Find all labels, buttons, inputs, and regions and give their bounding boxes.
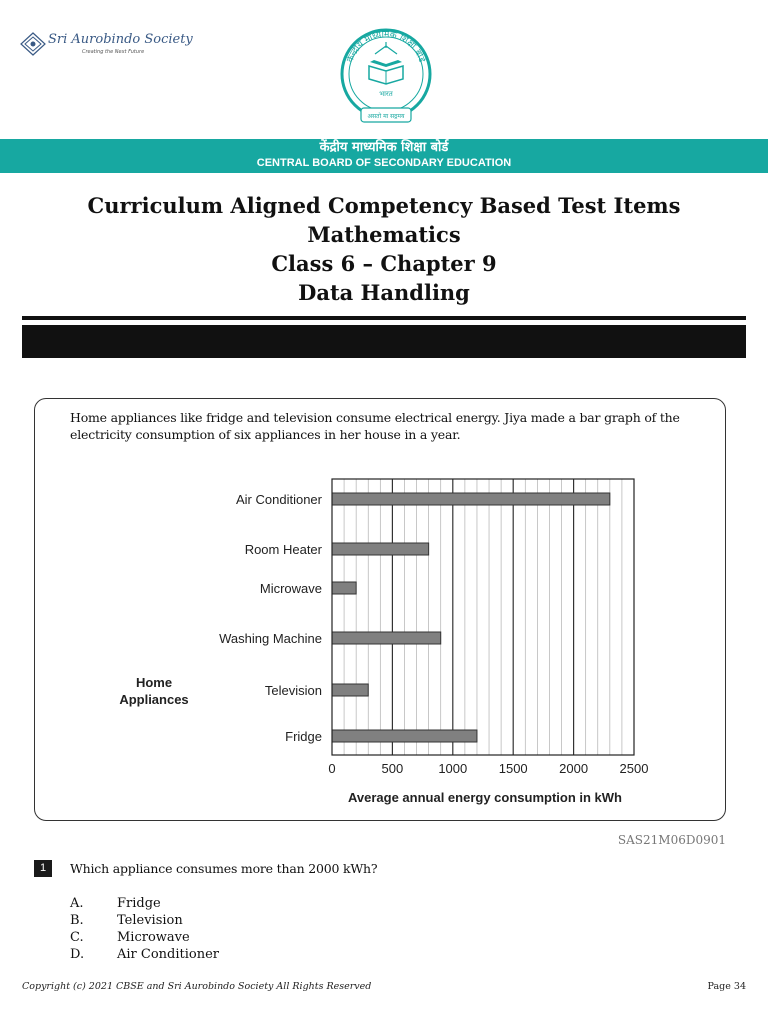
divider-thin [22, 316, 746, 320]
question-id: SAS21M06D0901 [617, 833, 726, 847]
answer-options [70, 895, 219, 963]
option-letter: D. [70, 947, 85, 962]
chapter-name-title: Data Handling [298, 280, 470, 305]
sas-logo-text: Sri Aurobindo Society [48, 32, 193, 47]
x-axis-label: Average annual energy consumption in kWh [347, 790, 623, 805]
x-tick-labels [328, 761, 648, 776]
bar-air-conditioner [332, 493, 610, 505]
seal-text-mid: भारत [379, 90, 393, 98]
option-text: Air Conditioner [117, 947, 220, 962]
document-title-block [0, 191, 768, 307]
category-label: Microwave [259, 581, 322, 596]
copyright-footer: Copyright (c) 2021 CBSE and Sri Aurobindo Society All Rights Reserved [22, 981, 372, 992]
chart-grid [344, 479, 622, 755]
plot-frame [332, 479, 634, 755]
question-stem: Home appliances like fridge and television consume electrical energy. Jiya made a bar graph of the electricity consumption of six appliances in her house in a year. [70, 410, 680, 442]
question-number-badge: 1 [34, 860, 52, 877]
question-stimulus-box [34, 398, 726, 821]
board-name-hindi: केंद्रीय माध्यमिक शिक्षा बोर्ड [319, 140, 449, 155]
option-text: Microwave [117, 930, 190, 945]
bar-room-heater [332, 543, 429, 555]
board-name-english: CENTRAL BOARD OF SECONDARY EDUCATION [256, 157, 512, 169]
category-label: Room Heater [244, 542, 322, 557]
sas-tagline: Creating the Next Future [82, 49, 145, 55]
option-text: Television [117, 913, 183, 928]
x-tick-label: 1000 [438, 761, 468, 776]
option-b[interactable] [70, 912, 219, 929]
bar-television [332, 684, 368, 696]
class-chapter-title: Class 6 – Chapter 9 [271, 251, 497, 276]
bar-washing-machine [332, 632, 441, 644]
option-d[interactable] [70, 946, 219, 963]
cbse-seal [339, 24, 433, 132]
document-title: Curriculum Aligned Competency Based Test Items [87, 193, 681, 218]
option-a[interactable] [70, 895, 219, 912]
seal-text-bottom: असतो मा सद्गमय [367, 113, 405, 120]
option-letter: B. [70, 913, 84, 928]
x-tick-label: 500 [381, 761, 404, 776]
bar-microwave [332, 582, 356, 594]
sas-symbol-icon [20, 32, 46, 56]
option-text: Fridge [117, 896, 161, 911]
subject-title: Mathematics [307, 222, 461, 247]
y-axis-label-line1: Home [135, 675, 173, 690]
category-label: Television [264, 683, 322, 698]
x-tick-label: 2000 [559, 761, 589, 776]
category-label: Washing Machine [219, 631, 322, 646]
bar-fridge [332, 730, 477, 742]
option-letter: C. [70, 930, 84, 945]
board-name-band [0, 139, 768, 173]
energy-bar-chart [95, 459, 695, 814]
x-tick-label: 2500 [619, 761, 649, 776]
x-tick-label: 0 [328, 761, 336, 776]
divider-bar [22, 325, 746, 358]
seal-text-top: केन्द्रीय माध्यमिक शिक्षा बोर्ड [345, 29, 427, 64]
page-number: Page 34 [707, 981, 746, 992]
category-label: Fridge [285, 729, 322, 744]
category-labels [219, 492, 323, 744]
question-text: Which appliance consumes more than 2000 kWh? [70, 861, 378, 876]
y-axis-label-line2: Appliances [119, 692, 189, 707]
option-letter: A. [70, 896, 84, 911]
x-tick-label: 1500 [498, 761, 528, 776]
sas-logo [20, 32, 193, 62]
option-c[interactable] [70, 929, 219, 946]
category-label: Air Conditioner [236, 492, 322, 507]
chart-bars [332, 493, 610, 742]
